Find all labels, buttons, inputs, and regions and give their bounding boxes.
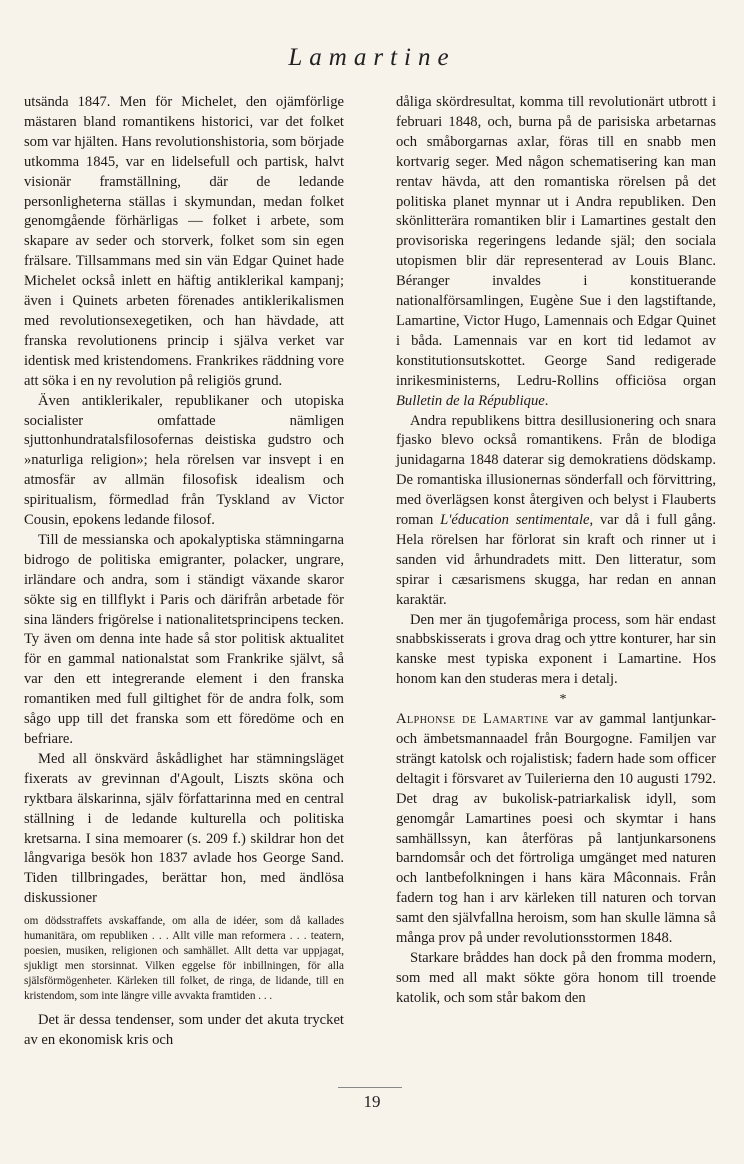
right-paragraph-4 (396, 710, 716, 949)
right-p1-end: . (544, 392, 549, 409)
section-separator: * (559, 692, 567, 708)
left-column (24, 93, 344, 1051)
footer-rule (338, 1087, 402, 1088)
right-p2-rest: , var då i full gång. Hela rörelsen har förlorat sin kraft och rinner ut i sanden vid århundradets mitt. Den litteratur, som spirar i cæsarismens skugga, har redan en annan karaktär. (396, 512, 716, 608)
right-paragraph-5: Starkare bråddes han dock på den fromma modern, som med all makt sökte göra honom till troende katolik, och som står bakom den (396, 949, 716, 1006)
left-paragraph-1: utsända 1847. Men för Michelet, den ojämförlige mästaren bland romantikens historici, var det folket som var hjälten. Hans revolutionshistoria, som började utkomma 1845, var en lidelsefull och partisk, halvt visionär framställning, där de ledande personligheterna ställas i skymundan, medan folket genomgående förhärligas — folket i arbete, som skapare av seder och storverk, folket som sin egen frälsare. Tillsammans med sin vän Edgar Quinet hade Michelet också inlett en häftig antiklerikal kampanj; även i Quinets arbeten förenades antiklerikalismen med revolutionsexegetiken, och han hävdade, att franska revolutionens princip i själva verket var identisk med kristendomens. Frankrikes räddning vore att söka i en ny revolution på religiös grund. (24, 94, 344, 389)
left-paragraph-4: Med all önskvärd åskådlighet har stämningsläget fixerats av grevinnan d'Agoult, Liszts sköna och ryktbara älskarinna, själv författarinna med en central ställning i de ledande kulturella och politiska kretsarna. I sina memoarer (s. 209 f.) skildrar hon det långvariga besök hon 1837 avlade hos George Sand. Tiden tillbringades, berättar hon, med ändlösa diskussioner (24, 750, 344, 907)
right-paragraph-1 (396, 93, 716, 412)
right-column (396, 93, 716, 1009)
author-name: Alphonse de Lamartine (396, 711, 549, 728)
right-p4-text: var av gammal lantjunkar- och ämbetsmannaadel från Bourgogne. Familjen var strängt katolsk och rojalistisk; fadern hade som officer deltagit i försvaret av Tuilerierna den 10 augusti 1792. Det drag av bukolisk-patriarkalisk idyll, som genomgår Lamartines poesi och skymtar i hans samhällssyn, kan återföras på lantjunkarsonens barndomsår och det förtroliga umgänget med naturen och lantbefolkningen i hans kära Mâconnais. Från fadern tog han i arv kärleken till naturen och torvan samt den självfallna heroism, som han skulle lämna så många prov på under revolutionsstormen 1848. (396, 711, 716, 947)
journal-title: Bulletin de la République (396, 392, 545, 409)
right-paragraph-3: Den mer än tjugofemåriga process, som här endast snabbskisserats i grova drag och yttre konturer, har sin kanske mest typiska exponent i Lamartine. Hos honom kan den studeras mera i detalj. (396, 611, 716, 688)
left-paragraph-5: Det är dessa tendenser, som under det akuta trycket av en ekonomisk kris och (24, 1012, 344, 1049)
block-quote: om dödsstraffets avskaffande, om alla de idéer, som då kallades humanitära, om republiken . . . Allt ville man reformera . . . teatern, poesien, musiken, religionen och samhället. Allt detta var uppjagat, sjukligt men storsinnat. Vilken eggelse för inbillningen, för alla själsförmögenheter. Kärleken till folket, de ringa, de lidande, till en kristendom, som inte längre ville avvakta framtiden . . . (24, 915, 344, 1003)
left-paragraph-3: Till de messianska och apokalyptiska stämningarna bidrogo de politiska emigranter, polacker, ungrare, irländare och andra, som i ständigt växande skaror sökte sig en tillflykt i Paris och därifrån arbetade för sina länders frigörelse i nationalitetsprincipens tecken. Ty även om denna inte hade så stor politisk aktualitet för en gammal nationalstat som Frankrike självt, så var den ett integrerande element i den franska romantiken med full giltighet för de andra folk, som sågo upp till det franska som ett föredöme och en befriare. (24, 531, 344, 747)
right-p2-text: Andra republikens bittra desillusionering och snara fjasko blevo också romantikens. Från de blodiga junidagarna 1848 daterar sig demokratiens dödskamp. De romantiska illusionernas sönderfall och förvittring, med överlägsen konst återgiven och belyst i Flauberts roman (396, 412, 716, 529)
right-p1-text: dåliga skördresultat, komma till revolutionärt utbrott i februari 1848, och, burna på de parisiska arbetarnas och småborgarnas axlar, föras till en snabb men kortvarig seger. Med någon schematisering kan man rentav hävda, att den romantiska rörelsen på det politiska planet mynnar ut i Andra republiken. Den skönlitterära romantiken blir i Lamartines gestalt den provisoriska regeringens ledande själ; den sociala utopismen blir där representerad av Louis Blanc. Béranger invaldes i konstituerande nationalförsamlingen, Eugène Sue i den lagstiftande, Lamartine, Victor Hugo, Lamennais och Edgar Quinet i båda. Lamennais var en kort tid ledamot av konstitutionsutskottet. George Sand redigerade inrikesministerns, Ledru-Rollins officiösa organ (396, 94, 716, 389)
left-paragraph-2: Även antiklerikaler, republikaner och utopiska socialister omfattade nämligen sjuttonhundratalsfilosofernas deistiska gudstro och »naturliga religion»; hela rörelsen var insvept i en atmosfär av allmän filosofisk idealism och spiritualism, förmedlad från Tyskland av Victor Cousin, epokens ledande filosof. (24, 392, 344, 529)
novel-title: L'éducation sentimentale (440, 512, 590, 529)
page-number: 19 (363, 1092, 381, 1111)
right-paragraph-2 (396, 412, 716, 611)
running-head: Lamartine (288, 44, 456, 71)
